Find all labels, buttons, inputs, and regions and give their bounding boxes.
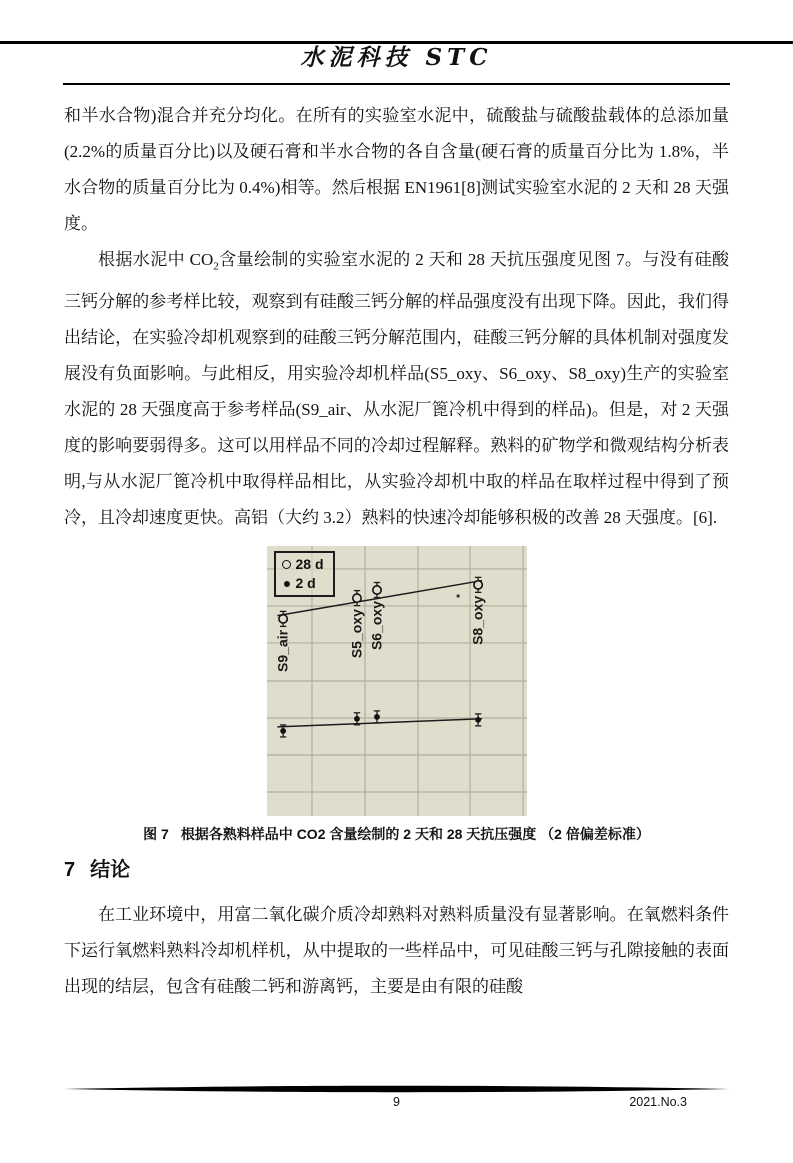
p2-run-2: 含量绘制的实验室水泥的 2 天和 28 天抗压强度见图 7。与没有硅酸三钙分解的参考样比较，观察到有硅酸三钙分解的样品强度没有出现下降。因此，我们得出结论，在实验冷却机观察到的硅酸三钙分解范围内，硅酸三钙分解的具体机制对强度发展没有负面影响。与此相反，用实验冷却机样品(S5_oxy、S6_oxy、S8_oxy)生产的实验室水泥的 28 天强度高于参考样品(S9_air、从水泥厂篦冷机中得到的样品)。但是，对 2 天强度的影响要弱得多。这可以用样品不同的冷却过程解释。熟料的矿物学和微观结构分析表明,与从水泥厂篦冷机中取得样品相比，从实验冷却机中取的样品在取样过程中得到了预冷，且冷却速度更快。高铝（大约 3.2）熟料的快速冷却能够积极的改善 28 天强度。[6]. [64, 250, 729, 528]
body-text [64, 98, 729, 536]
data-point-2d-S8_oxy [475, 717, 481, 723]
page-content [0, 98, 793, 1005]
sample-label-S5_oxy: S5_oxy [347, 609, 364, 659]
footer-rule [64, 1085, 729, 1093]
figure [267, 546, 527, 816]
journal-header [0, 41, 793, 75]
figure-caption-label: 图 7 [143, 826, 169, 843]
body-paragraph-1: 和半水合物)混合并充分均化。在所有的实验室水泥中，硫酸盐与硫酸盐载体的总添加量(2.2%的质量百分比)以及硬石膏和半水合物的各自含量(硬石膏的质量百分比为 1.8%，半水合物的质量百分比为 0.4%)相等。然后根据 EN1961[8]测试实验室水泥的 2 天和 28 天强度。 [64, 106, 729, 233]
page-number: 9 [393, 1095, 400, 1109]
conclusion-text [64, 897, 729, 1005]
open-circle-icon [282, 560, 291, 569]
legend-item-28d [282, 555, 324, 574]
data-point-28d-S5_oxy [352, 594, 360, 602]
section-number: 7 [64, 859, 76, 882]
data-point-28d-S8_oxy [473, 581, 481, 589]
body-paragraph-2 [64, 242, 729, 536]
legend-item-2d [282, 574, 324, 593]
data-point-28d-S9_air [278, 615, 286, 623]
chart-legend [274, 551, 335, 597]
sample-label-S9_air: S9_air [274, 630, 291, 673]
legend-label-28d: 28 d [295, 556, 324, 573]
figure-caption [64, 824, 729, 844]
sample-label-S6_oxy: S6_oxy [367, 601, 384, 651]
co2-subscript: 2 [213, 260, 219, 273]
page-top-rule [0, 41, 793, 44]
conclusion-paragraph: 在工业环境中，用富二氧化碳介质冷却熟料对熟料质量没有显著影响。在氧燃料条件下运行氧燃料熟料冷却机样机，从中提取的一些样品中，可见硅酸三钙与孔隙接触的表面出现的结层，包含有硅酸二钙和游离钙，主要是由有限的硅酸 [64, 905, 729, 997]
p2-run-1: 根据水泥中 CO [98, 250, 214, 269]
data-point-2d-S5_oxy [354, 716, 360, 722]
sample-label-S8_oxy: S8_oxy [469, 596, 486, 646]
page-footer [0, 1083, 793, 1163]
legend-label-2d: 2 d [295, 575, 316, 592]
journal-title: 水泥科技 STC [300, 44, 493, 71]
data-point-2d-S6_oxy [374, 714, 380, 720]
section-heading [64, 856, 729, 884]
section-title: 结论 [90, 859, 131, 882]
data-point-28d-S6_oxy [372, 586, 380, 594]
filled-dot-icon [284, 581, 290, 587]
header-rule [63, 83, 730, 85]
stray-dot [456, 595, 459, 598]
issue-number: 2021.No.3 [629, 1095, 687, 1109]
data-point-2d-S9_air [280, 728, 286, 734]
figure-caption-text: 根据各熟料样品中 CO2 含量绘制的 2 天和 28 天抗压强度 （2 倍偏差标准） [180, 826, 650, 843]
